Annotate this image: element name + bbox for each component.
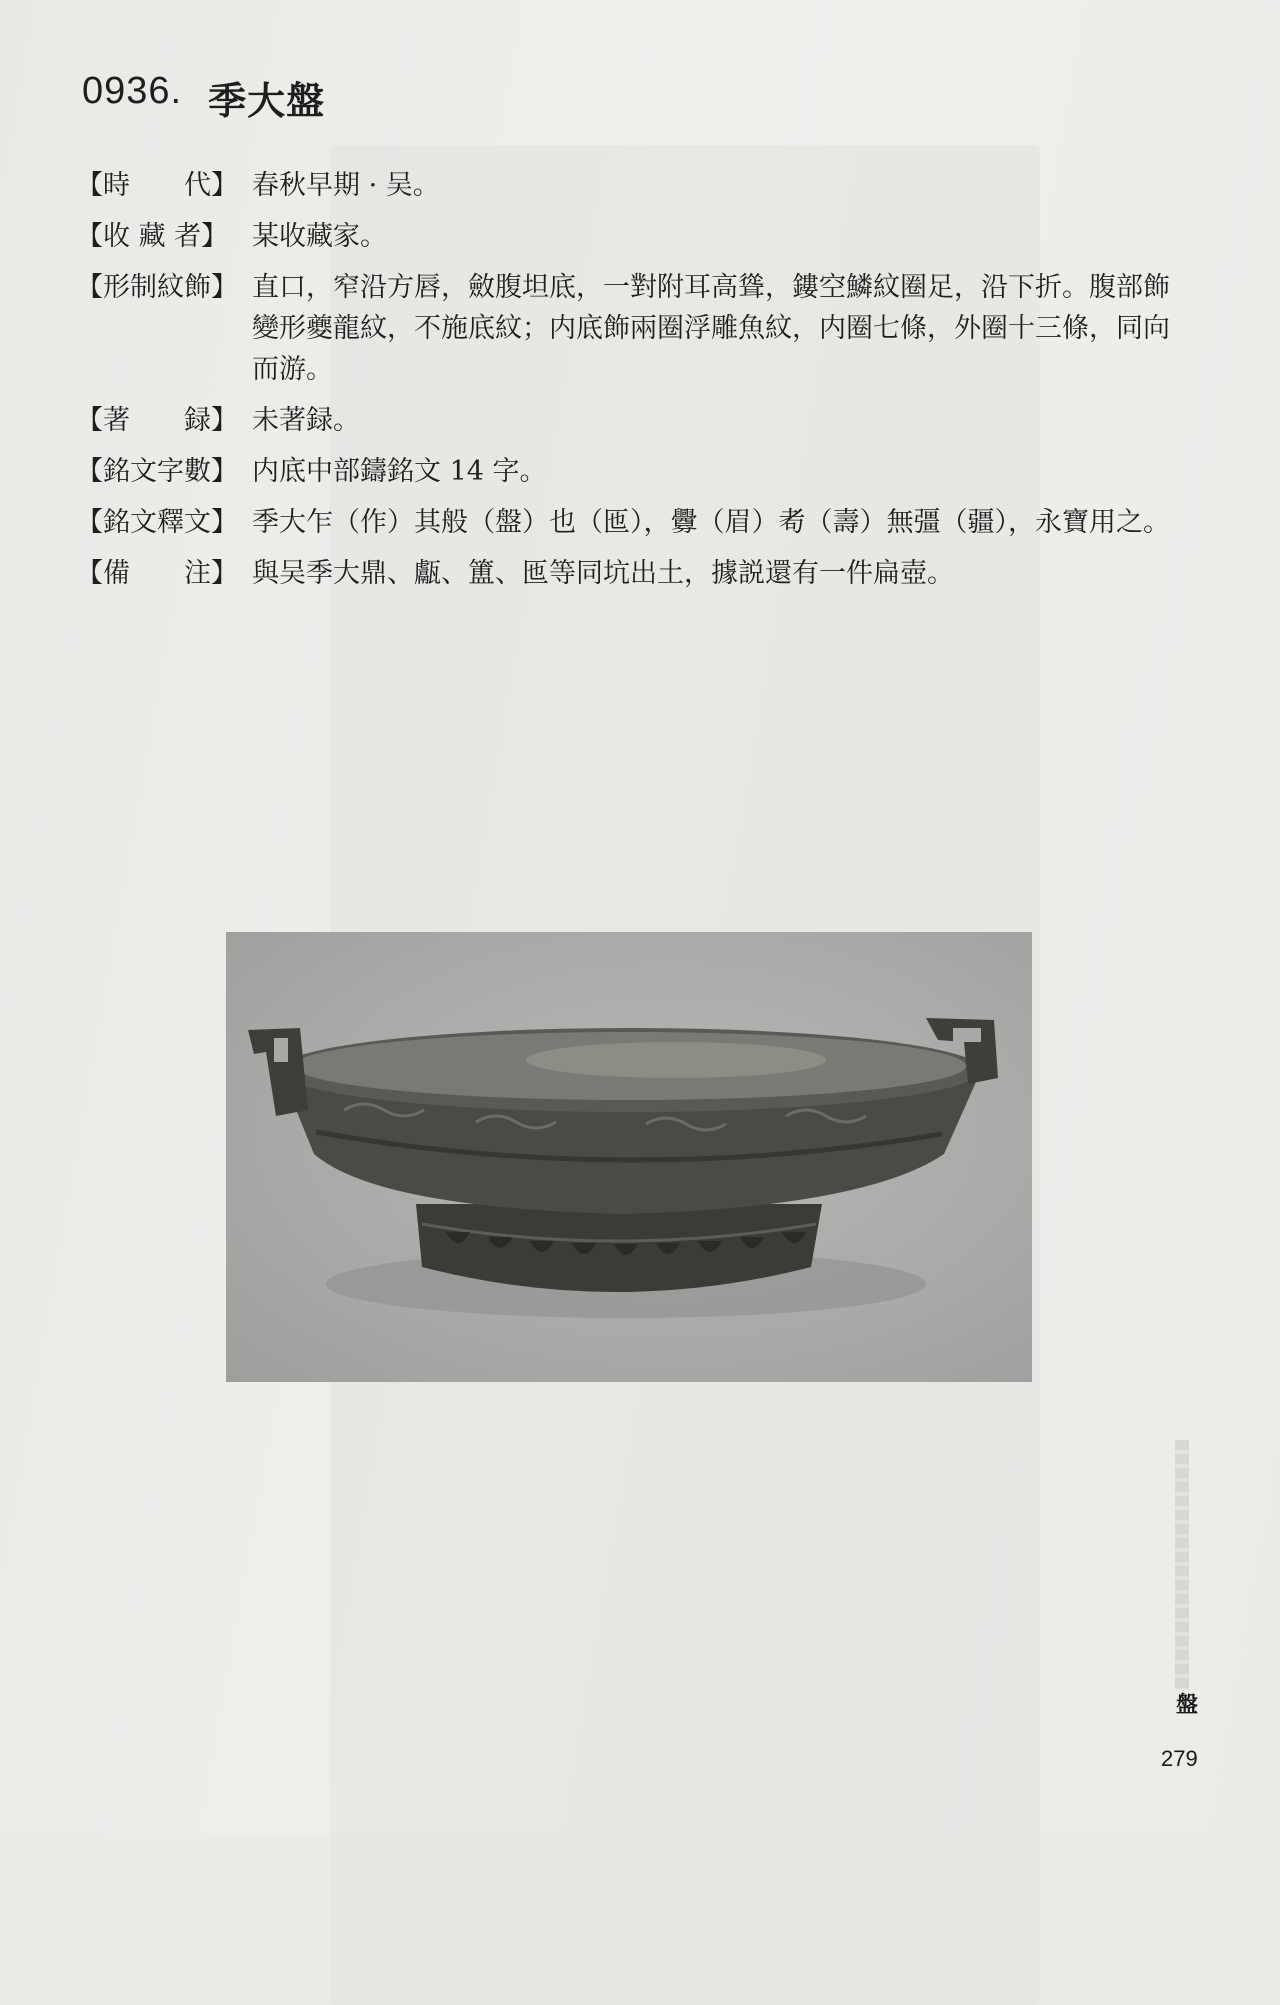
entry-fields	[76, 165, 1186, 604]
field-period	[76, 165, 1186, 206]
field-text: 未著録。	[252, 405, 360, 436]
field-inscription-transcription	[76, 502, 1186, 543]
field-text: 直口，窄沿方唇，斂腹坦底，一對附耳高聳，鏤空鱗紋圈足，沿下折。腹部飾變形夔龍紋，不施底紋；内底飾兩圈浮雕魚紋，内圈七條，外圈十三條，同向而游。	[252, 272, 1170, 385]
field-text: 季大乍（作）其般（盤）也（匜），釁（眉）耇（壽）無彊（疆），永寶用之。	[252, 507, 1170, 538]
field-collector	[76, 216, 1186, 257]
field-text: 内底中部鑄銘文 14 字。	[252, 456, 547, 487]
bronze-pan-drawing	[226, 932, 1032, 1382]
field-label: 【形制紋飾】	[76, 272, 238, 303]
field-label: 【收 藏 者】	[76, 221, 229, 252]
entry-number: 0936.	[82, 70, 183, 112]
field-label: 【著 録】	[76, 405, 238, 436]
field-records	[76, 400, 1186, 441]
entry-name: 季大盤	[208, 78, 326, 123]
page-number: 279	[1161, 1746, 1198, 1771]
bronze-pan-photo	[226, 932, 1032, 1382]
field-label: 【銘文字數】	[76, 456, 238, 487]
field-inscription-count	[76, 451, 1186, 492]
field-text: 某收藏家。	[252, 221, 387, 252]
field-label: 【銘文釋文】	[76, 507, 238, 538]
field-label: 【備 注】	[76, 558, 238, 589]
section-label: 盤	[1176, 1692, 1199, 1718]
field-text: 與吴季大鼎、甗、簠、匜等同坑出土，據説還有一件扁壺。	[252, 558, 954, 589]
field-notes	[76, 553, 1186, 594]
bleed-through-strip	[1175, 1440, 1189, 1690]
field-label: 【時 代】	[76, 170, 238, 201]
field-text: 春秋早期 · 吴。	[252, 170, 440, 201]
field-form-decoration	[76, 267, 1186, 390]
entry-title	[82, 70, 325, 125]
